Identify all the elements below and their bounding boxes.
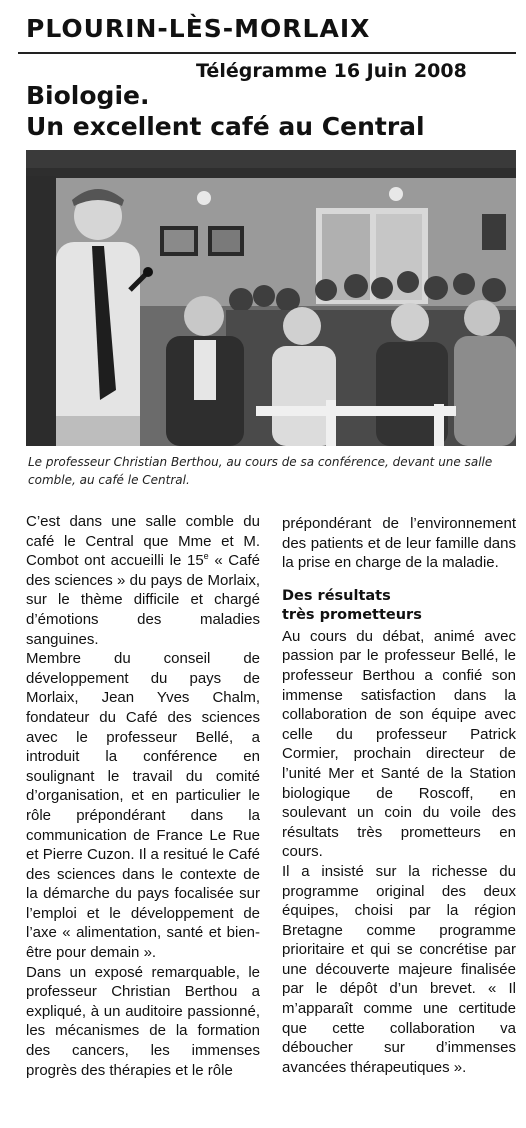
article-headline xyxy=(26,80,425,142)
paragraph-3: Dans un exposé remarquable, le professeur Christian Berthou a expliqué, à un auditoire passionné, les mécanismes de la formation des cancers, les immenses progrès des thérapies et le rôle xyxy=(26,963,260,1079)
photo-caption: Le professeur Christian Berthou, au cours de sa conférence, devant une salle comble, au café le Central. xyxy=(28,455,493,487)
newspaper-source-date: Télégramme 16 Juin 2008 xyxy=(196,60,467,82)
conference-photo-illustration xyxy=(26,150,516,446)
subheading-line-2: très prometteurs xyxy=(282,606,422,623)
paragraph-1: C’est dans une salle comble du café le Central que Mme et M. Combot ont accueilli le 15e « Café des sciences » du pays de Morlaix, sur le thème difficile et chargé d’émotions des maladies sanguines. xyxy=(26,513,260,648)
paragraph-2: Membre du conseil de développement du pays de Morlaix, Jean Yves Chalm, fondateur du Café des sciences avec le professeur Bellé, a introduit la conférence en soulignant le travail du comité d’organisation, et en particulier le rôle prépondérant dans la communication de France Le Rue et Pierre Cuzon. Il a resitué le Café des sciences dans le contexte de la démarche du pays focalisée sur l’emploi et le développement de l’axe « alimentation, santé et bien-être pour demain ». xyxy=(26,650,260,962)
article-photo xyxy=(26,150,516,446)
headline-line-1: Biologie. xyxy=(26,81,150,110)
rubric-divider xyxy=(18,52,516,54)
ordinal-superscript: e xyxy=(203,551,209,562)
section-subheading xyxy=(282,587,516,625)
headline-line-2: Un excellent café au Central xyxy=(26,112,425,141)
article-column-right xyxy=(282,514,516,1077)
article-column-left xyxy=(26,512,260,1080)
paragraph-6: Il a insisté sur la richesse du programme original des deux équipes, choisi par la région Bretagne comme programme prioritaire et qui se concrétise par une découverte majeure finalisée par le dépôt d’un brevet. « Il m’apparaît comme une certitude que cette collaboration va déboucher sur d’immenses avancées thérapeutiques ». xyxy=(282,862,516,1076)
paragraph-5: Au cours du débat, animé avec passion par le professeur Bellé, le professeur Berthou a confié son immense satisfaction dans la collaboration de son équipe avec celle du professeur Patrick Cormier, prochain directeur de l’unité Mer et Santé de la Station biologique de Roscoff, en soulevant un coin du voile des résultats très prometteurs en cours. xyxy=(282,627,516,861)
paragraph-4: prépondérant de l’environnement des patients et de leur famille dans la prise en charge de la maladie. xyxy=(282,515,516,572)
subheading-line-1: Des résultats xyxy=(282,587,391,604)
section-rubric: PLOURIN-LÈS-MORLAIX xyxy=(26,14,371,43)
